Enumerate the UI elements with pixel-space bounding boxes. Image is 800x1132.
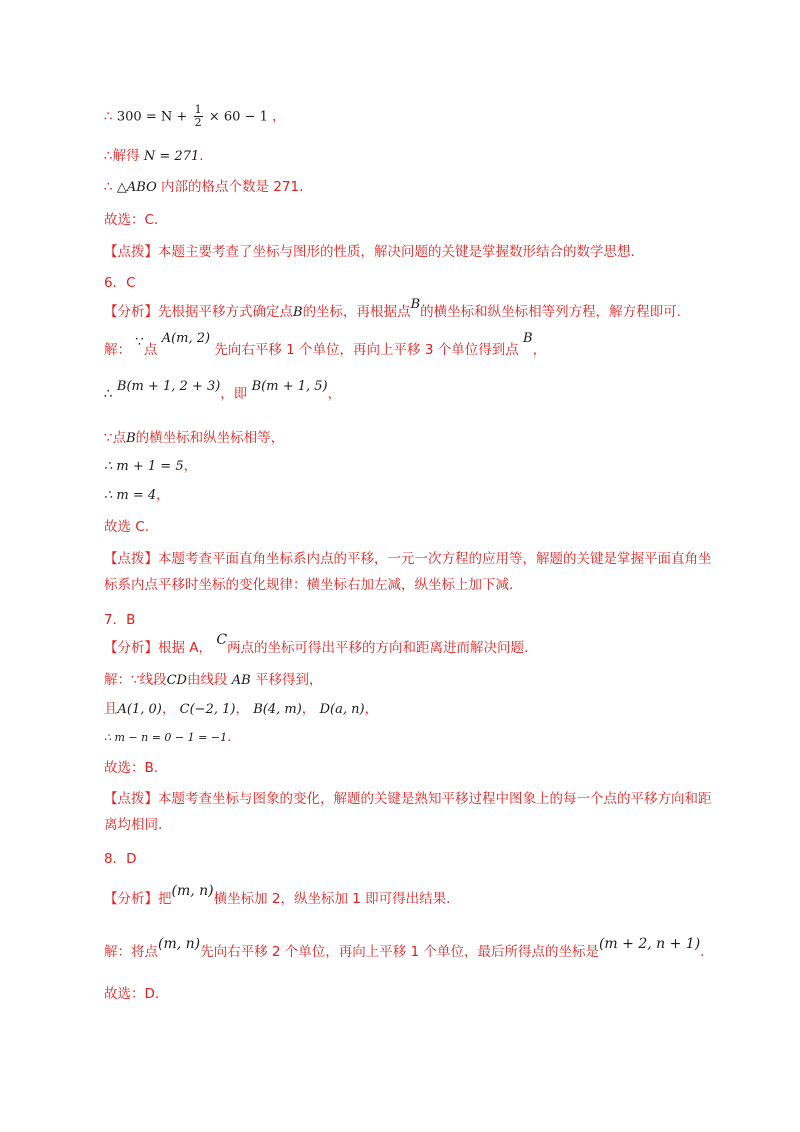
text: 解： <box>104 342 131 358</box>
text: 的横坐标和纵坐标相等， <box>135 430 285 446</box>
text: 点 <box>143 342 158 358</box>
punct: ， <box>161 701 176 717</box>
q6-step-4 <box>104 485 170 506</box>
q7-solution <box>104 670 323 691</box>
punct: ， <box>532 342 547 358</box>
math-var: B <box>523 331 533 346</box>
punct: ， <box>183 458 198 474</box>
math-var: B <box>410 297 421 312</box>
punct: . <box>199 148 204 164</box>
math-expr: ∴ m + 1 = 5 <box>104 459 184 474</box>
punct: ， <box>301 701 316 717</box>
therefore-symbol: ∴ <box>104 179 113 195</box>
math-point: C(−2, 1) <box>179 702 236 717</box>
math-point: D(a, n) <box>319 702 365 717</box>
math-var: CD <box>166 673 187 688</box>
math-expr: ∴ m = 4 <box>104 488 157 503</box>
text: 的横坐标和纵坐标相等列方程，解方程即可. <box>420 304 681 320</box>
q6-tip: 【点拨】本题考查平面直角坐标系内点的平移，一元一次方程的应用等，解题的关键是掌握平面直角坐标系内点平移时坐标的变化规律：横坐标右加左减，纵坐标上加下减. <box>104 551 712 593</box>
text: 先向右平移 1 个单位，再向上平移 3 个单位得到点 <box>214 342 519 358</box>
text: 【分析】先根据平移方式确定点 <box>104 304 293 320</box>
q8-solution <box>104 936 705 962</box>
q7-step <box>104 727 231 748</box>
math-point: (m + 2, n + 1) <box>598 936 701 952</box>
fraction-denominator: 2 <box>194 116 202 129</box>
q6-step-3 <box>104 456 197 477</box>
math-var: B <box>126 431 136 446</box>
text: ∵点 <box>104 430 127 446</box>
text: 内部的格点个数是 271. <box>161 179 304 195</box>
fraction <box>194 104 203 129</box>
text: ，即 <box>220 386 248 402</box>
q6-step-2 <box>104 428 284 449</box>
math-point: B(m + 1, 5) <box>251 379 328 394</box>
q6-step-1 <box>104 379 342 405</box>
punct: ， <box>364 701 379 717</box>
eq-300 <box>104 104 286 129</box>
q8-answer: 故选：D. <box>104 986 160 1002</box>
text: 且 <box>104 701 118 717</box>
math-expr: △ABO <box>116 180 157 195</box>
math-expr: ∴ m − n = 0 − 1 = −1 <box>104 731 228 744</box>
text: 的坐标，再根据点 <box>302 304 411 320</box>
question-8-heading: 8．D <box>104 851 137 867</box>
solve-n <box>104 146 204 167</box>
text: ∴解得 <box>104 148 140 164</box>
math-point: A(1, 0) <box>117 702 162 717</box>
text: 【分析】把 <box>104 891 172 907</box>
punct: ， <box>272 108 286 125</box>
punct: . <box>700 944 705 960</box>
text: 【分析】根据 A， <box>104 640 213 656</box>
math-point: B(4, m) <box>253 702 302 717</box>
punct: ， <box>235 701 249 717</box>
answer-line: 故选：C. <box>104 212 159 228</box>
question-6-heading: 6．C <box>104 275 136 291</box>
math-expr: 300 = N + <box>116 109 188 125</box>
math-point: (m, n) <box>171 883 214 899</box>
result-line <box>104 177 303 198</box>
because-symbol: ∵ <box>135 334 144 350</box>
text: 解：∵线段 <box>104 672 167 688</box>
q7-answer: 故选：B. <box>104 760 159 776</box>
q7-points <box>104 699 378 720</box>
q8-analysis <box>104 883 451 909</box>
punct: . <box>227 729 232 745</box>
math-point: (m, n) <box>158 936 201 952</box>
q6-analysis <box>104 297 681 323</box>
math-point: A(m, 2) <box>161 331 211 346</box>
therefore-symbol: ∴ <box>104 386 113 402</box>
q6-solution <box>104 331 547 361</box>
punct: ， <box>327 386 342 402</box>
q7-tip: 【点拨】本题考查坐标与图象的变化，解题的关键是熟知平移过程中图象上的每一个点的平移方向和距离均相同. <box>104 791 712 833</box>
math-expr: × 60 − 1 <box>208 109 268 125</box>
math-expr: N = 271 <box>143 149 200 164</box>
text: 解：将点 <box>104 944 158 960</box>
math-var: B <box>293 305 303 320</box>
text: 横坐标加 2，纵坐标加 1 即可得出结果. <box>213 891 451 907</box>
tip-line: 【点拨】本题主要考查了坐标与图形的性质，解决问题的关键是掌握数形结合的数学思想. <box>104 244 635 260</box>
q6-answer: 故选 C. <box>104 519 150 535</box>
text: 平移得到， <box>255 672 323 688</box>
text: 由线段 <box>186 672 228 688</box>
text: 先向右平移 2 个单位，再向上平移 1 个单位，最后所得点的坐标是 <box>200 944 599 960</box>
question-7-heading: 7．B <box>104 612 136 628</box>
math-var: AB <box>231 673 251 688</box>
math-point: B(m + 1, 2 + 3) <box>116 379 221 394</box>
text: 两点的坐标可得出平移的方向和距离进而解决问题. <box>227 640 529 656</box>
q7-analysis <box>104 632 529 658</box>
fraction-numerator: 1 <box>194 103 202 116</box>
therefore-symbol: ∴ <box>104 108 113 125</box>
math-var: C <box>216 632 228 648</box>
punct: ， <box>156 487 170 503</box>
